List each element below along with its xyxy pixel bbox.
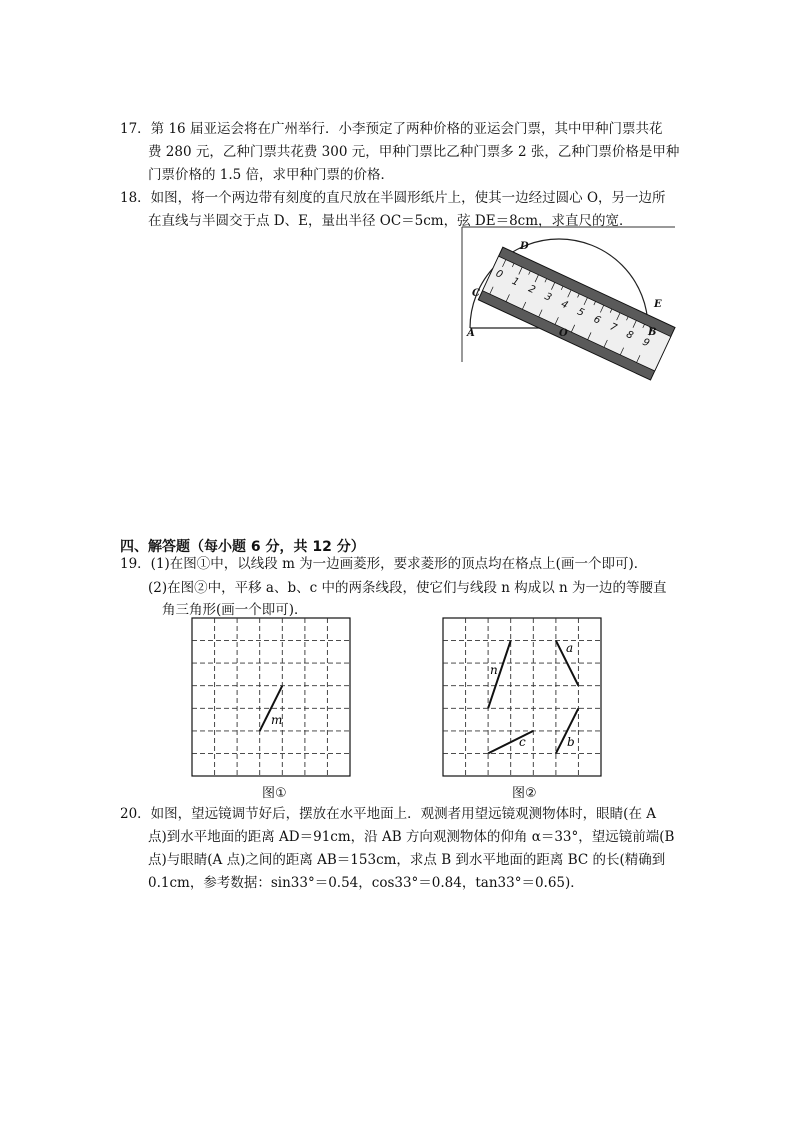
ruler-tick-7: 7 [608, 321, 619, 335]
label-A: A [467, 328, 475, 339]
q19-line3: 角三角形(画一个即可)． [162, 602, 308, 618]
ruler-tick-8: 8 [624, 329, 635, 342]
ruler-tick-5: 5 [575, 306, 586, 319]
q18-figure [462, 227, 675, 362]
label-C: C [472, 288, 480, 299]
segment-n-label: n [490, 663, 498, 677]
q17-line3: 门票价格的 1.5 倍，求甲种门票的价格． [148, 167, 395, 183]
label-B: B [648, 327, 657, 338]
label-D: D [520, 241, 529, 252]
q18-line2: 在直线与半圆交于点 D、E，量出半径 OC＝5cm，弦 DE＝8cm，求直尺的宽． [148, 213, 633, 229]
figure-1-caption: 图① [262, 786, 287, 801]
grid-figure-2 [443, 618, 603, 778]
q17-line2: 费 280 元，乙种门票共花费 300 元，甲种门票比乙种门票多 2 张，乙种门票价格是甲种 [148, 144, 680, 160]
q19-line1: 19．(1)在图①中，以线段 m 为一边画菱形，要求菱形的顶点均在格点上(画一个即可)． [120, 556, 648, 572]
segment-c-label: c [519, 735, 526, 749]
q20-line3: 点)与眼睛(A 点)之间的距离 AB＝153cm，求点 B 到水平地面的距离 BC 的长(精确到 [148, 852, 666, 868]
q20-line2: 点)到水平地面的距离 AD＝91cm，沿 AB 方向观测物体的仰角 α＝33°，望远镜前端(B [148, 829, 675, 845]
label-O: O [559, 328, 568, 339]
q17-line1: 17．第 16 届亚运会将在广州举行．小李预定了两种价格的亚运会门票，其中甲种门票共花 [120, 121, 663, 137]
segment-a-label: a [566, 641, 574, 655]
ruler-tick-9: 9 [640, 336, 652, 350]
ruler-tick-1: 1 [510, 275, 521, 289]
section-4-title: 四、解答题（每小题 6 分，共 12 分） [120, 539, 365, 555]
ruler-tick-4: 4 [559, 298, 570, 312]
grid-figure-1 [192, 618, 352, 778]
ruler-tick-6: 6 [591, 313, 603, 327]
ruler-tick-3: 3 [542, 291, 554, 304]
q20-line4: 0.1cm，参考数据：sin33°＝0.54，cos33°＝0.84，tan33°＝0.65)． [148, 875, 584, 891]
segment-b-label: b [567, 735, 575, 749]
q18-line1: 18．如图，将一个两边带有刻度的直尺放在半圆形纸片上，使其一边经过圆心 O，另一边所 [120, 190, 666, 206]
ruler-tick-2: 2 [526, 283, 537, 297]
figure-2-caption: 图② [512, 786, 537, 801]
label-E: E [654, 299, 662, 310]
q19-line2: (2)在图②中，平移 a、b、c 中的两条线段，使它们与线段 n 构成以 n 为一边的等腰直 [148, 580, 667, 596]
segment-m-label: m [271, 713, 283, 727]
q20-line1: 20．如图，望远镜调节好后，摆放在水平地面上．观测者用望远镜观测物体时，眼睛(在 A [120, 806, 656, 822]
ruler-tick-0: 0 [493, 268, 505, 281]
